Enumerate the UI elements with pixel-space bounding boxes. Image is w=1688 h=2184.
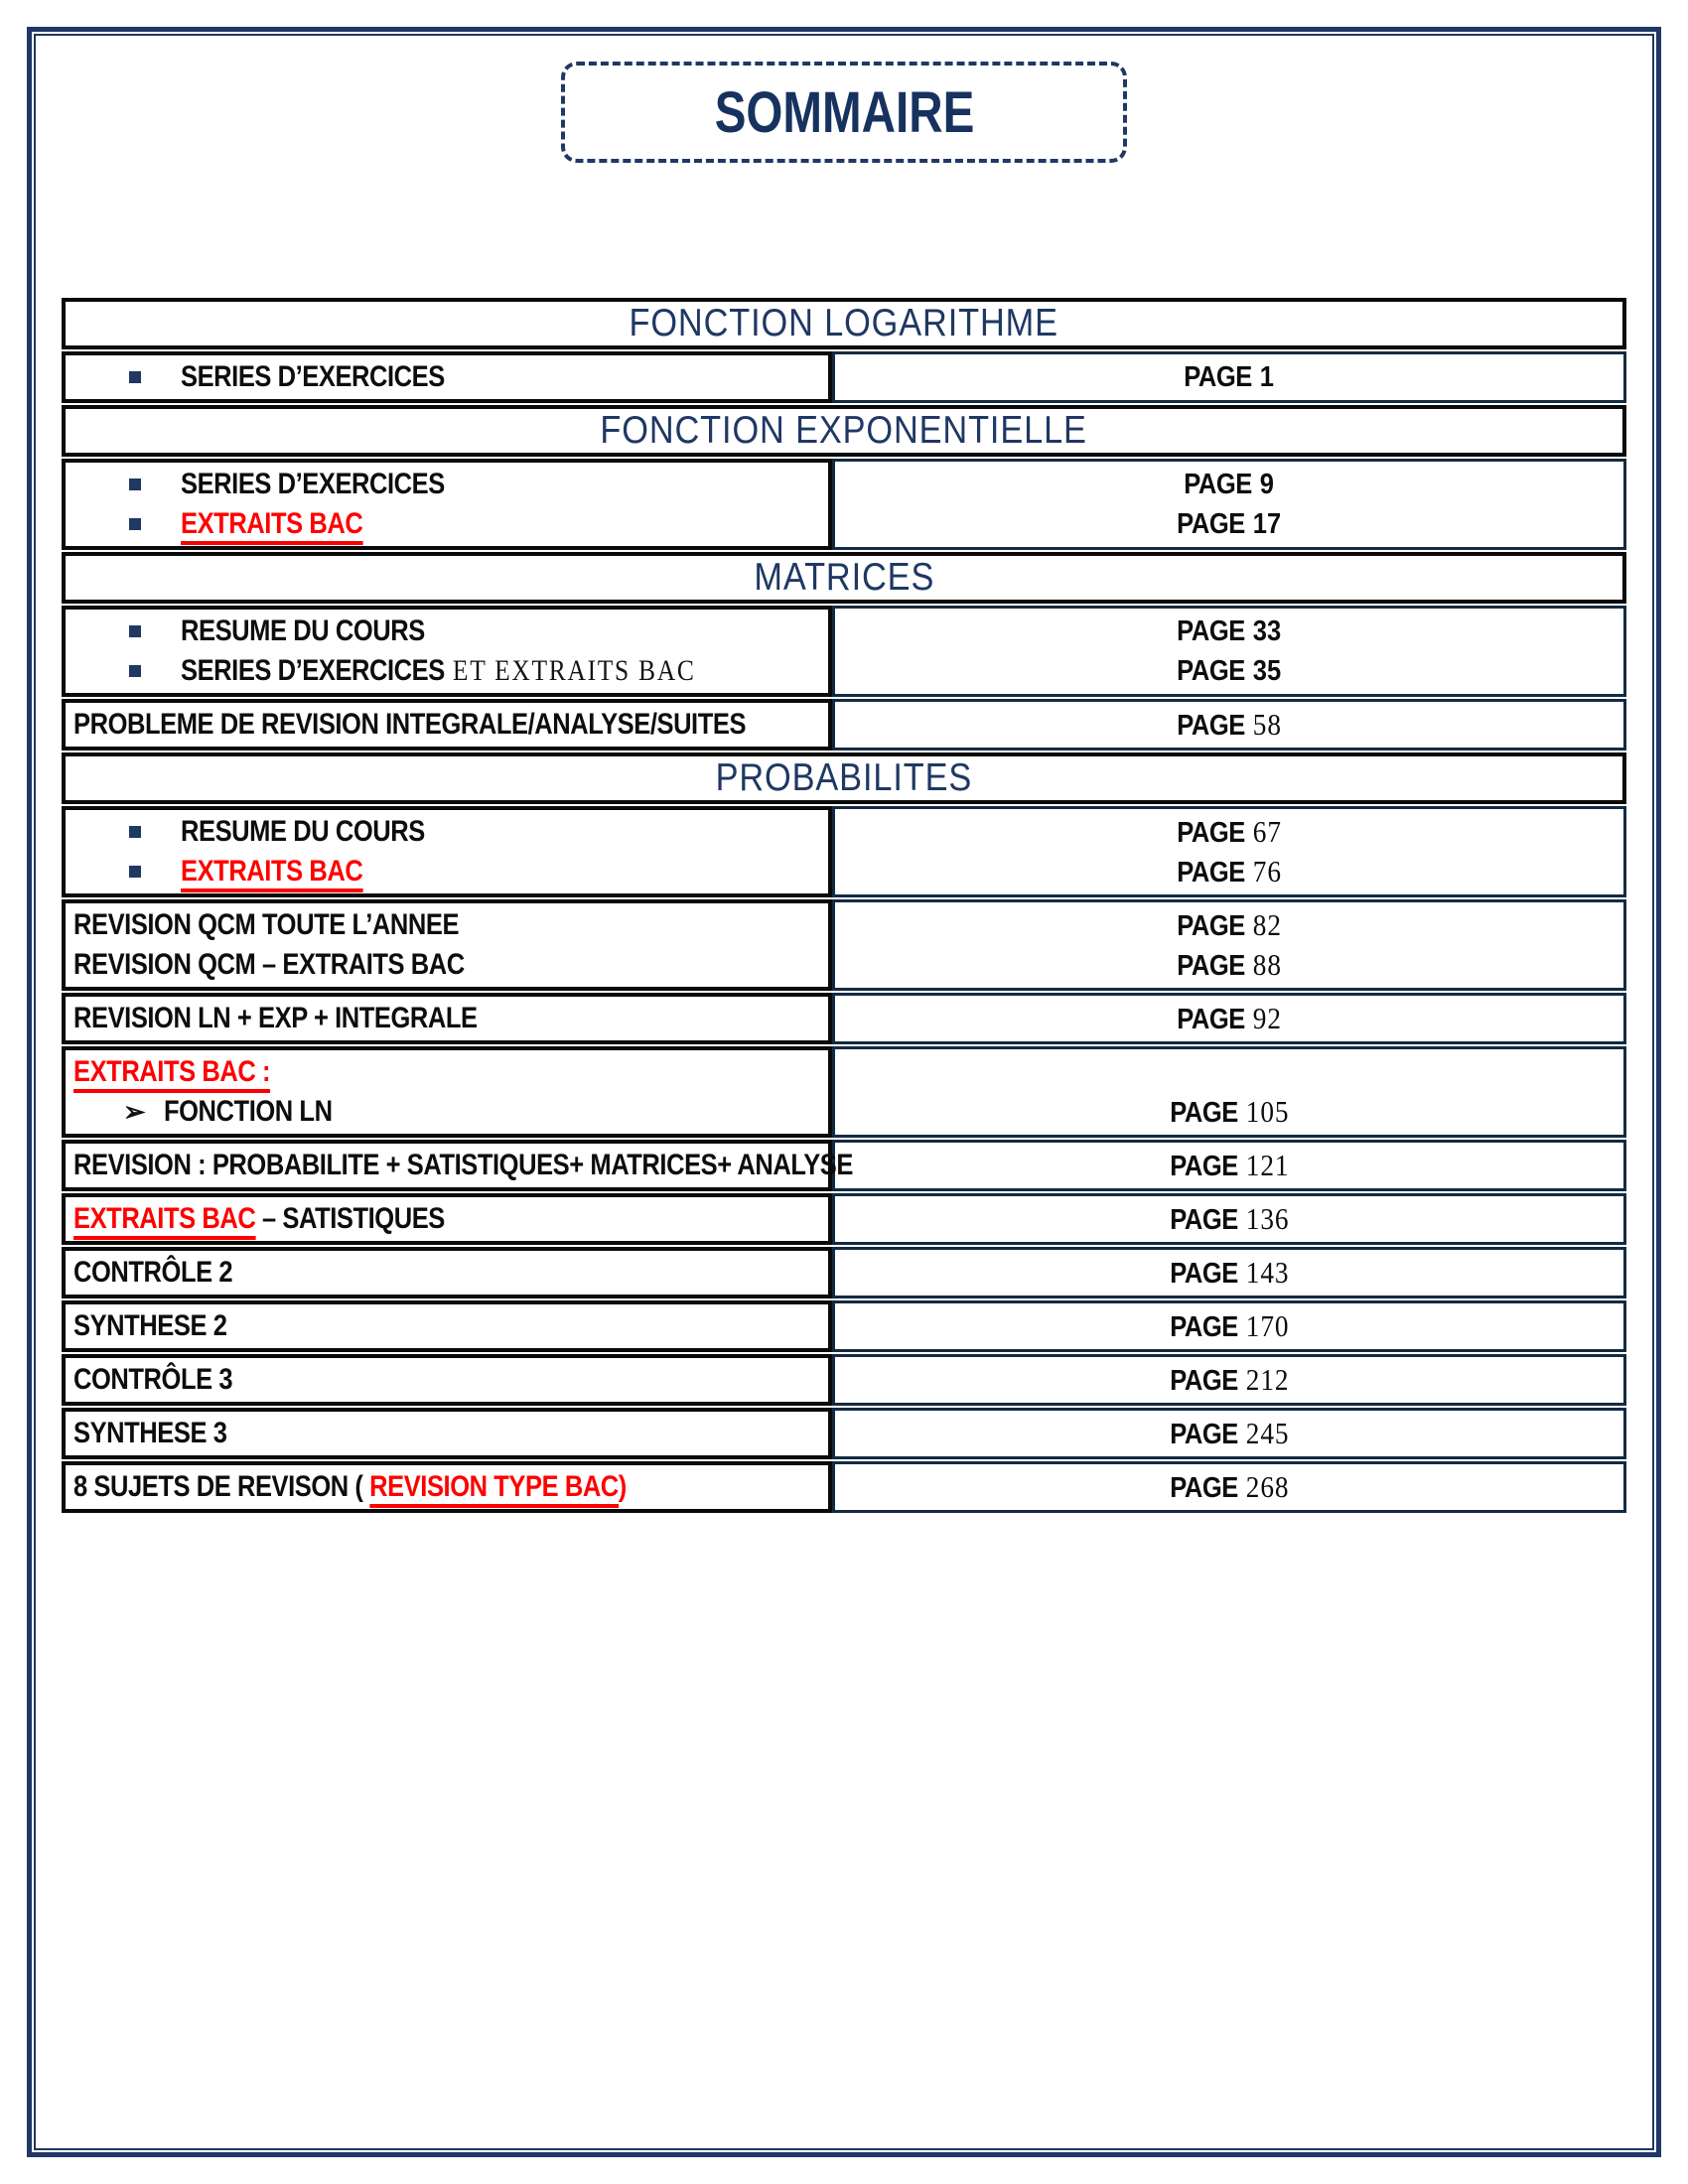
- toc-entry-text-part: ): [618, 1470, 627, 1503]
- page-ref-text: [1177, 707, 1282, 743]
- page-label: PAGE: [1177, 857, 1245, 888]
- page-label: PAGE: [1177, 507, 1246, 540]
- page-ref: [835, 651, 1623, 691]
- toc-row: [62, 351, 1626, 403]
- toc-entry-text-part: EXTRAITS BAC: [181, 855, 362, 892]
- toc-row: [62, 1300, 1626, 1352]
- toc-entry-text: [181, 815, 425, 849]
- page-number: 9: [1260, 468, 1275, 500]
- toc-entry-line: [66, 651, 822, 691]
- toc-row: [62, 1354, 1626, 1406]
- page-ref: [835, 1306, 1623, 1346]
- toc-row: [62, 1193, 1626, 1245]
- toc-entry-text-part: SERIES D’EXERCICES: [181, 654, 445, 687]
- toc-row: [62, 899, 1626, 991]
- toc-entry-text-part: SYNTHESE 3: [73, 1417, 227, 1449]
- page-title: SOMMAIRE: [714, 79, 974, 145]
- page-label: PAGE: [1177, 910, 1245, 942]
- page-ref-text: [1170, 1255, 1289, 1291]
- square-bullet-icon: [129, 478, 141, 490]
- toc-entry-text-part: EXTRAITS BAC: [73, 1202, 255, 1240]
- page-label: PAGE: [1184, 360, 1253, 393]
- page-label: PAGE: [1177, 817, 1245, 849]
- page-ref-text: [1178, 615, 1282, 648]
- page-number: 17: [1253, 507, 1282, 540]
- toc-section-header: [62, 298, 1626, 349]
- page-number: 35: [1253, 654, 1282, 687]
- toc-section-title: MATRICES: [754, 556, 934, 599]
- page-ref-text: [1178, 655, 1282, 688]
- toc-entry-line: [66, 357, 822, 397]
- page-number: 76: [1252, 854, 1282, 888]
- toc-entry-titles: [62, 1046, 832, 1138]
- page-label: PAGE: [1169, 1472, 1238, 1504]
- toc-entry-text-part: – SATISTIQUES: [255, 1202, 445, 1235]
- toc-entry-text: [73, 708, 746, 742]
- toc-entry-titles: [62, 806, 832, 897]
- page-label: PAGE: [1184, 468, 1253, 500]
- toc-section-header: [62, 405, 1626, 457]
- toc-entry-text-part: 8 SUJETS DE REVISON (: [73, 1470, 370, 1503]
- square-bullet-icon: [129, 371, 141, 383]
- square-bullet-icon: [129, 518, 141, 530]
- toc-entry-text-part: CONTRÔLE 2: [73, 1256, 233, 1289]
- toc-entry-line: [66, 1467, 822, 1507]
- toc-entry-text: [181, 468, 445, 501]
- page-ref-text: [1185, 469, 1275, 501]
- toc-entry-titles: [62, 1461, 832, 1513]
- toc-entry-pages: [832, 1193, 1626, 1245]
- toc-entry-text: [181, 654, 696, 688]
- page-ref: [835, 465, 1623, 504]
- toc-entry-text: [73, 1002, 478, 1035]
- toc-row: [62, 1247, 1626, 1298]
- toc-entry-text: [181, 614, 425, 648]
- toc-entry-pages: [832, 1140, 1626, 1191]
- page-ref-text: [1170, 1148, 1289, 1183]
- toc-entry-line: [66, 852, 822, 891]
- toc-entry-line: [66, 1052, 822, 1092]
- toc-entry-titles: [62, 1300, 832, 1352]
- toc-entry-line: [66, 1414, 822, 1453]
- page-number: 105: [1245, 1094, 1290, 1129]
- page-ref: [835, 945, 1623, 985]
- toc-entry-titles: [62, 699, 832, 751]
- page-ref: [835, 357, 1623, 397]
- toc-entry-text-part: RESUME DU COURS: [181, 614, 425, 647]
- toc-entry-pages: [832, 1354, 1626, 1406]
- toc-entry-line: [66, 905, 822, 945]
- toc-entry-text-part: REVISION : PROBABILITE + SATISTIQUES+ MATRICES+ ANALYSE: [73, 1149, 853, 1181]
- page-ref: [835, 812, 1623, 852]
- toc-entry-pages: [832, 1300, 1626, 1352]
- toc-row: [62, 606, 1626, 697]
- toc-entry-text: [73, 1055, 270, 1089]
- page-ref: [835, 612, 1623, 651]
- page-number: 143: [1245, 1255, 1290, 1290]
- toc-entry-text: [181, 507, 362, 541]
- page-label: PAGE: [1177, 614, 1246, 647]
- page-number: 82: [1252, 907, 1282, 942]
- toc-row: [62, 1408, 1626, 1459]
- toc-entry-text-part: REVISION LN + EXP + INTEGRALE: [73, 1002, 478, 1034]
- page-number: 88: [1252, 947, 1282, 982]
- page-ref: [835, 1360, 1623, 1400]
- toc-entry-pages: [832, 806, 1626, 897]
- sommaire-title-box: [561, 62, 1127, 163]
- page-label: PAGE: [1177, 1004, 1245, 1035]
- toc-entry-text-part: ET EXTRAITS BAC: [444, 654, 696, 687]
- page-label: PAGE: [1177, 654, 1246, 687]
- page-label: PAGE: [1169, 1311, 1238, 1343]
- toc-entry-line: [66, 1146, 853, 1185]
- page-number: 245: [1245, 1416, 1290, 1450]
- arrow-bullet-icon: ➢: [123, 1096, 146, 1127]
- page-ref-text: [1177, 814, 1282, 850]
- toc-entry-text: [73, 1470, 627, 1504]
- toc-entry-text-part: FONCTION LN: [163, 1095, 333, 1128]
- toc-entry-text: [73, 1202, 445, 1236]
- toc-entry-pages: [832, 1461, 1626, 1513]
- page-number: 170: [1245, 1308, 1290, 1343]
- page-ref: [835, 1092, 1623, 1132]
- page-ref-text: [1170, 1416, 1289, 1451]
- page-label: PAGE: [1177, 950, 1245, 982]
- page-ref: [835, 705, 1623, 745]
- toc-entry-line: [66, 705, 822, 745]
- page-ref-text: [1170, 1362, 1289, 1398]
- page-ref: [835, 852, 1623, 891]
- toc-entry-pages: [832, 351, 1626, 403]
- toc-entry-line: [66, 504, 822, 544]
- page-ref-text: [1170, 1308, 1289, 1344]
- toc-entry-text: [164, 1095, 333, 1129]
- toc-entry-text: [181, 360, 445, 394]
- page-ref: [835, 1414, 1623, 1453]
- page-label: PAGE: [1169, 1097, 1238, 1129]
- toc-section-title: FONCTION EXPONENTIELLE: [600, 409, 1088, 452]
- toc-entry-titles: [62, 606, 832, 697]
- page-ref: [835, 1052, 1623, 1092]
- toc-entry-pages: [832, 459, 1626, 550]
- page-number: 92: [1252, 1001, 1282, 1035]
- page-number: 58: [1252, 707, 1282, 742]
- toc-entry-pages: [832, 1046, 1626, 1138]
- toc-entry-text: [73, 1256, 232, 1290]
- page-ref-text: [1177, 907, 1282, 943]
- toc-entry-text: [73, 948, 465, 982]
- page-label: PAGE: [1169, 1204, 1238, 1236]
- square-bullet-icon: [129, 826, 141, 838]
- toc-entry-text: [181, 855, 362, 888]
- page-ref-text: [1177, 854, 1282, 889]
- toc-entry-line: [66, 1253, 822, 1293]
- toc-entry-text-part: SERIES D’EXERCICES: [181, 360, 445, 393]
- toc-entry-text: [73, 1149, 853, 1182]
- page-number: 121: [1245, 1148, 1290, 1182]
- toc-entry-text: [73, 1417, 226, 1450]
- toc-entry-text-part: SYNTHESE 2: [73, 1309, 227, 1342]
- toc-entry-titles: [62, 1247, 832, 1298]
- toc-entry-text-part: REVISION TYPE BAC: [369, 1470, 619, 1508]
- toc-entry-line: [66, 945, 822, 985]
- page-ref: [835, 1467, 1623, 1507]
- toc-entry-text-part: EXTRAITS BAC :: [73, 1055, 270, 1093]
- toc-section-title: PROBABILITES: [715, 756, 973, 799]
- toc-entry-text-part: CONTRÔLE 3: [73, 1363, 233, 1396]
- toc-entry-text-part: RESUME DU COURS: [181, 815, 425, 848]
- page-ref: [835, 1253, 1623, 1293]
- toc-row: [62, 459, 1626, 550]
- toc-entry-titles: [62, 1354, 832, 1406]
- toc-row: [62, 699, 1626, 751]
- toc-entry-line: [66, 1199, 822, 1239]
- page-ref-text: [1177, 947, 1282, 983]
- page-ref: [835, 905, 1623, 945]
- page-number: 67: [1252, 814, 1282, 849]
- toc-entry-titles: [62, 993, 832, 1044]
- toc-entry-pages: [832, 699, 1626, 751]
- toc-entry-text: [73, 908, 459, 942]
- page-ref-text: [1178, 508, 1282, 541]
- page-number: 33: [1253, 614, 1282, 647]
- page-number: 136: [1245, 1201, 1290, 1236]
- page-label: PAGE: [1169, 1258, 1238, 1290]
- page-ref-text: [1170, 1469, 1289, 1505]
- toc-section-header: [62, 752, 1626, 804]
- toc-entry-pages: [832, 1247, 1626, 1298]
- page-ref: [835, 504, 1623, 544]
- toc-entry-text-part: PROBLEME DE REVISION INTEGRALE/ANALYSE/SUITES: [73, 708, 747, 741]
- toc-entry-pages: [832, 899, 1626, 991]
- toc-entry-titles: [62, 351, 832, 403]
- toc-row: [62, 993, 1626, 1044]
- toc-entry-titles: [62, 1140, 853, 1191]
- page-ref-text: [1177, 1001, 1282, 1036]
- page-number: 212: [1245, 1362, 1290, 1397]
- toc-entry-line: [66, 812, 822, 852]
- square-bullet-icon: [129, 866, 141, 878]
- square-bullet-icon: [129, 625, 141, 637]
- toc-entry-line: [66, 1306, 822, 1346]
- toc-row: [62, 1046, 1626, 1138]
- toc-entry-pages: [832, 1408, 1626, 1459]
- toc-entry-titles: [62, 899, 832, 991]
- toc-row: [62, 1461, 1626, 1513]
- page-ref-text: [1170, 1201, 1289, 1237]
- table-of-contents: [62, 298, 1626, 1515]
- page-number: 268: [1245, 1469, 1290, 1504]
- toc-entry-titles: [62, 1193, 832, 1245]
- toc-entry-line: [66, 999, 822, 1038]
- page-ref-text: [1185, 361, 1275, 394]
- toc-entry-text: [73, 1309, 226, 1343]
- page-label: PAGE: [1169, 1151, 1238, 1182]
- page-ref: [835, 1146, 1623, 1185]
- toc-entry-line: [66, 612, 822, 651]
- toc-entry-titles: [62, 459, 832, 550]
- toc-entry-pages: [832, 606, 1626, 697]
- page-label: PAGE: [1177, 710, 1245, 742]
- toc-entry-line: [66, 1092, 822, 1132]
- page-label: PAGE: [1169, 1419, 1238, 1450]
- toc-row: [62, 1140, 1626, 1191]
- page-label: PAGE: [1169, 1365, 1238, 1397]
- toc-entry-line: [66, 465, 822, 504]
- toc-entry-text: [73, 1363, 232, 1397]
- toc-section-header: [62, 552, 1626, 604]
- toc-entry-text-part: REVISION QCM – EXTRAITS BAC: [73, 948, 465, 981]
- toc-entry-line: [66, 1360, 822, 1400]
- square-bullet-icon: [129, 665, 141, 677]
- toc-section-title: FONCTION LOGARITHME: [629, 302, 1059, 344]
- toc-entry-text-part: REVISION QCM TOUTE L’ANNEE: [73, 908, 460, 941]
- toc-entry-titles: [62, 1408, 832, 1459]
- toc-row: [62, 806, 1626, 897]
- page-ref: [835, 1199, 1623, 1239]
- toc-entry-text-part: EXTRAITS BAC: [181, 507, 362, 545]
- page-ref: [835, 999, 1623, 1038]
- page-number: 1: [1260, 360, 1275, 393]
- page-ref-text: [1170, 1094, 1289, 1130]
- toc-entry-text-part: SERIES D’EXERCICES: [181, 468, 445, 500]
- toc-entry-pages: [832, 993, 1626, 1044]
